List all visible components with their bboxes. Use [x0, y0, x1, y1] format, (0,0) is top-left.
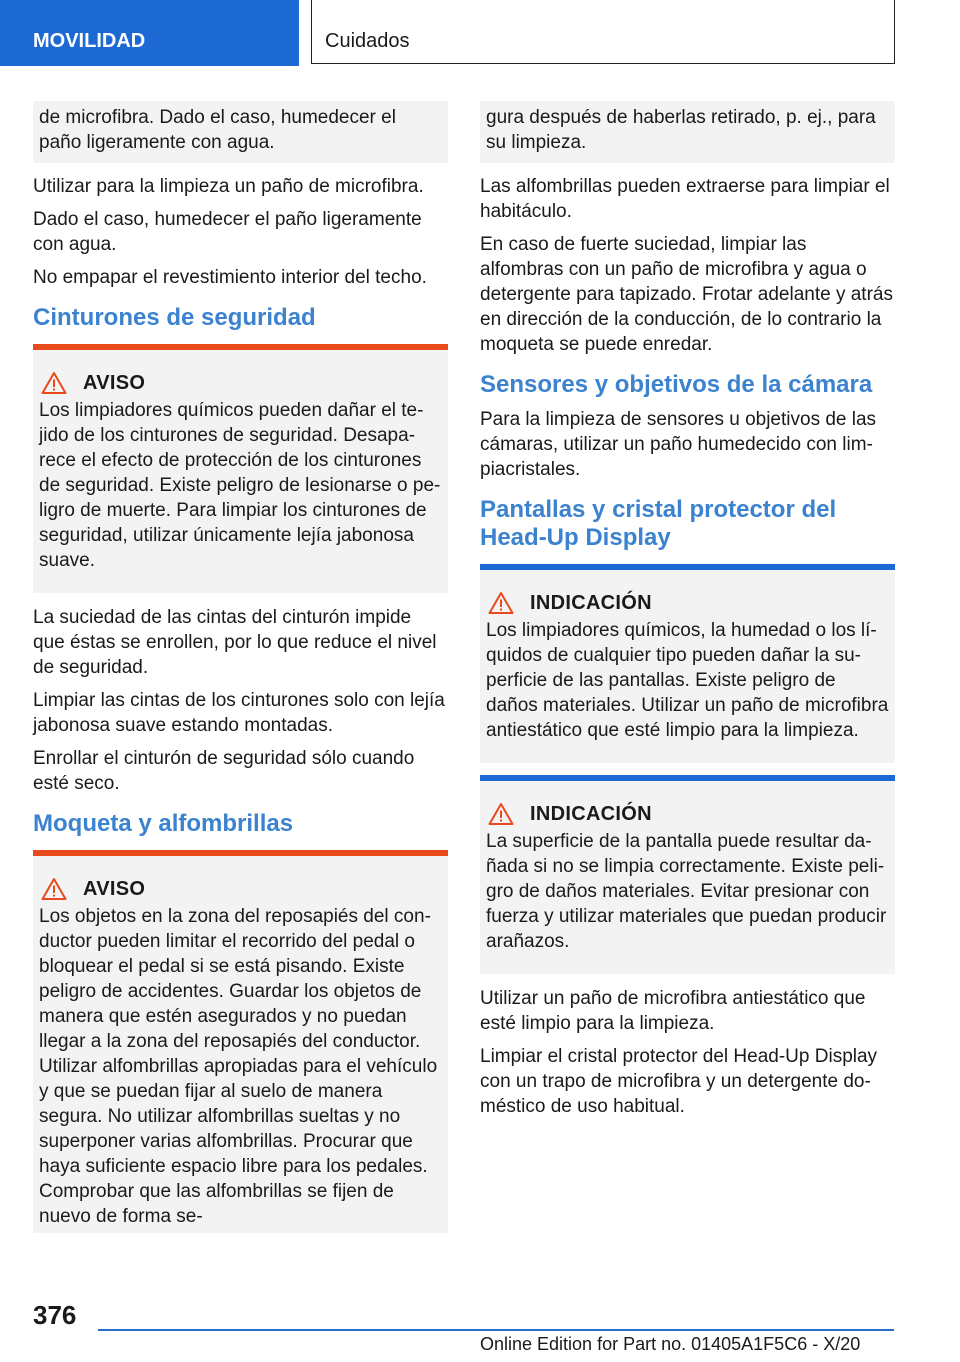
notice-text: La superficie de la pantalla puede resultar dañada si no se limpia correctamente. Existe peligro de daños materiales. Evitar presionar con fuerza y utilizar materiales que puedan producir arañazos. — [486, 831, 887, 952]
notice-title: INDICACIÓN — [530, 802, 652, 825]
page-header — [0, 0, 960, 66]
right-column — [480, 101, 895, 1127]
warning-triangle-icon — [41, 877, 67, 901]
heading-displays-hud: Pantallas y cristal protector del Head-Up Display — [480, 496, 837, 551]
notice-header — [486, 590, 889, 616]
warning-triangle-icon — [41, 371, 67, 395]
edition-note: Online Edition for Part no. 01405A1F5C6 - X/20 — [480, 1334, 861, 1354]
paragraph: No empapar el revestimiento interior del techo. — [33, 267, 427, 288]
notice-text: Los objetos en la zona del reposapiés del conductor pueden limitar el recorrido del pedal o bloquear el pedal si se está pisando. Existe peligro de accidentes. Guardar los objetos de manera que estén asegurados y no puedan llegar a la zona del reposapiés del conductor. Utilizar alfombrillas apropiadas para el vehículo y que se puedan fijar al suelo de manera segura. No utilizar alfombrillas sueltas y no superponer varias alfombrillas. Procurar que haya suficiente espacio libre para los pedales. Comprobar que las alfombrillas se fijen de nuevo de forma se- — [39, 906, 438, 1227]
footer-divider — [98, 1329, 894, 1331]
notice-title: AVISO — [83, 371, 146, 394]
page-number: 376 — [33, 1300, 77, 1330]
paragraph: En caso de fuerte suciedad, limpiar las alfombras con un paño de microfibra y agua o detergente para tapizado. Frotar adelante y atrás en dirección de la conducción, de lo contrario la moqueta se puede enredar. — [480, 234, 893, 355]
info-notice-displays — [480, 564, 895, 763]
paragraph: Limpiar las cintas de los cinturones solo con lejía jabonosa suave estando montadas. — [33, 690, 445, 736]
continued-note-box: de microfibra. Dado el caso, humedecer el paño ligeramente con agua. — [33, 101, 448, 163]
left-column — [33, 101, 448, 1245]
warning-triangle-icon — [488, 802, 514, 826]
paragraph: Enrollar el cinturón de seguridad sólo cuando esté seco. — [33, 748, 415, 794]
notice-header — [39, 370, 442, 396]
paragraph: La suciedad de las cintas del cinturón impide que éstas se enrollen, por lo que reduce el nivel de seguridad. — [33, 607, 437, 678]
notice-title: INDICACIÓN — [530, 591, 652, 614]
warning-notice-carpet — [33, 850, 448, 1233]
continued-note-box: gura después de haberlas retirado, p. ej., para su limpieza. — [480, 101, 895, 163]
paragraph: Limpiar el cristal protector del Head-Up Display con un trapo de microfibra y un detergente doméstico de uso habitual. — [480, 1046, 878, 1117]
heading-sensors-cameras: Sensores y objetivos de la cámara — [480, 371, 873, 398]
warning-triangle-icon — [488, 591, 514, 615]
heading-carpet-mats: Moqueta y alfombrillas — [33, 810, 294, 837]
notice-text: Los limpiadores químicos, la humedad o los líquidos de cualquier tipo pueden dañar la superficie de las pantallas. Existe peligro de daños materiales. Utilizar un paño de microfibra antiestático que esté limpio para la limpieza. — [486, 620, 889, 741]
chapter-title: Cuidados — [311, 0, 895, 64]
notice-header — [39, 876, 442, 902]
paragraph: Utilizar para la limpieza un paño de microfibra. — [33, 176, 424, 197]
paragraph: Utilizar un paño de microfibra antiestático que esté limpio para la limpieza. — [480, 988, 866, 1034]
notice-text: Los limpiadores químicos pueden dañar el tejido de los cinturones de seguridad. Desaparece el efecto de protección de los cinturones de seguridad. Existe peligro de lesionarse o peligro de muerte. Para limpiar los cinturones de seguridad, utilizar únicamente lejía jabonosa suave. — [39, 400, 441, 571]
notice-title: AVISO — [83, 877, 146, 900]
heading-seat-belts: Cinturones de seguridad — [33, 304, 316, 331]
paragraph: Dado el caso, humedecer el paño ligeramente con agua. — [33, 209, 422, 255]
warning-notice-seat-belts — [33, 344, 448, 593]
paragraph: Para la limpieza de sensores u objetivos de las cámaras, utilizar un paño humedecido con limpiacristales. — [480, 409, 877, 480]
notice-header — [486, 801, 889, 827]
paragraph: Las alfombrillas pueden extraerse para limpiar el habitáculo. — [480, 176, 890, 222]
section-tab: MOVILIDAD — [0, 0, 299, 66]
info-notice-screen-surface — [480, 775, 895, 974]
